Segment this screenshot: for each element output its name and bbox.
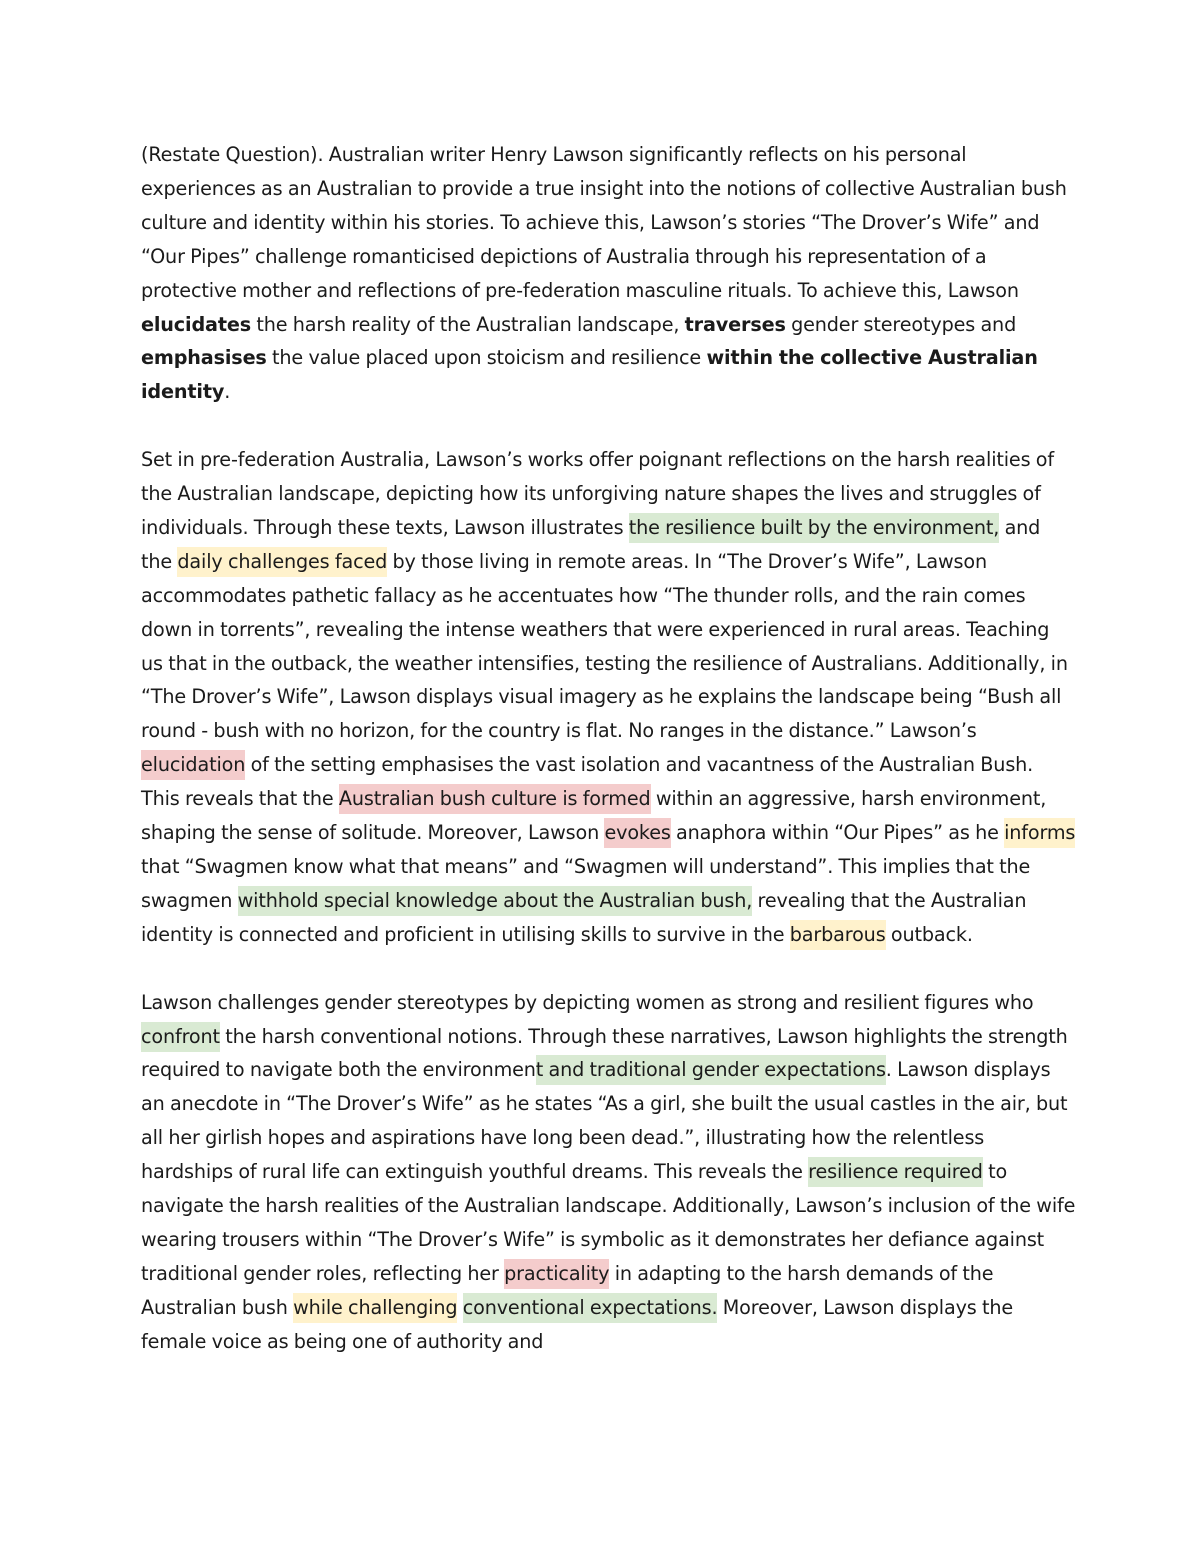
- text-segment: [457, 1296, 462, 1319]
- text-segment: and the: [141, 515, 1041, 573]
- text-segment: the harsh reality of the Australian landscape,: [251, 312, 685, 336]
- text-segment: outback.: [885, 922, 973, 946]
- text-segment: to navigate the harsh realities of the Australian landscape. Additionally, Lawson’s inclusion of the wife wearing trousers within “The Drover’s Wife” is symbolic as it demonstrates her defiance against traditional gender roles, reflecting her: [141, 1160, 1076, 1285]
- bold-text: elucidates: [141, 312, 251, 336]
- highlight-yellow: barbarous: [790, 920, 886, 950]
- highlight-green: conventional expectations.: [463, 1293, 718, 1323]
- highlight-red: evokes: [604, 818, 670, 848]
- highlight-green: resilience required: [808, 1157, 983, 1187]
- essay-paragraph: [141, 986, 1076, 1359]
- highlight-green: the resilience built by the environment,: [629, 513, 999, 543]
- highlight-green: withhold special knowledge about the Australian bush,: [238, 886, 753, 916]
- essay-paragraph: [141, 138, 1076, 409]
- bold-text: emphasises: [141, 346, 267, 370]
- highlight-red: elucidation: [141, 750, 245, 780]
- text-segment: (Restate Question). Australian writer Henry Lawson significantly reflects on his personal experiences as an Australian to provide a true insight into the notions of collective Australian bush culture and identity within his stories. To achieve this, Lawson’s stories “The Drover’s Wife” and “Our Pipes” challenge romanticised depictions of Australia through his representation of a protective mother and reflections of pre-federation masculine rituals. To achieve this, Lawson: [141, 143, 1067, 302]
- text-segment: .: [224, 380, 231, 404]
- highlight-yellow: daily challenges faced: [177, 547, 387, 577]
- text-segment: in adapting to the harsh demands of the Australian bush: [141, 1261, 994, 1319]
- text-segment: Lawson challenges gender stereotypes by depicting women as strong and resilient figures who: [141, 990, 1034, 1014]
- text-segment: of the setting emphasises the vast isolation and vacantness of the Australian Bush. This reveals that the: [141, 753, 1034, 811]
- text-segment: within an aggressive, harsh environment, shaping the sense of solitude. Moreover, Lawson: [141, 787, 1047, 845]
- text-segment: Moreover, Lawson displays the female voice as being one of authority and: [141, 1295, 1014, 1353]
- highlight-red: practicality: [504, 1259, 609, 1289]
- highlight-yellow: while challenging: [293, 1293, 457, 1323]
- highlight-green: t and traditional gender expectations: [536, 1055, 886, 1085]
- text-segment: gender stereotypes and: [785, 312, 1017, 336]
- bold-text: within the collective Australian identity: [141, 346, 1038, 404]
- text-segment: by those living in remote areas. In “The Drover’s Wife”, Lawson accommodates pathetic fallacy as he accentuates how “The thunder rolls, and the rain comes down in torrents”, revealing the intense weathers that were experienced in rural areas. Teaching us that in the outback, the weather intensifies, testing the resilience of Australians. Additionally, in “The Drover’s Wife”, Lawson displays visual imagery as he explains the landscape being “Bush all round - bush with no horizon, for the country is flat. No ranges in the distance.” Lawson’s: [141, 549, 1068, 743]
- highlight-yellow: informs: [1004, 818, 1075, 848]
- essay-paragraph: [141, 443, 1076, 952]
- text-segment: that “Swagmen know what that means” and “Swagmen will understand”. This implies that the swagmen: [141, 855, 1031, 912]
- text-segment: Set in pre-federation Australia, Lawson’s works offer poignant reflections on the harsh realities of the Australian landscape, depicting how its unforgiving nature shapes the lives and struggles of individuals. Through these texts, Lawson illustrates: [141, 448, 1054, 539]
- text-segment: revealing that the Australian identity is connected and proficient in utilising skills to survive in the: [141, 888, 1027, 946]
- text-segment: . Lawson displays an anecdote in “The Drover’s Wife” as he states “As a girl, she built the usual castles in the air, but all her girlish hopes and aspirations have long been dead.”, illustrating how the relentless hardships of rural life can extinguish youthful dreams. This reveals the: [141, 1058, 1068, 1184]
- bold-text: traverses: [684, 312, 786, 336]
- essay-body: [141, 138, 1076, 1359]
- highlight-green: confront: [141, 1022, 220, 1052]
- highlight-red: Australian bush culture is formed: [339, 784, 651, 814]
- text-segment: the harsh conventional notions. Through these narratives, Lawson highlights the strength required to navigate both the environmen: [141, 1024, 1068, 1082]
- text-segment: anaphora within “Our Pipes” as he: [670, 821, 1005, 845]
- text-segment: the value placed upon stoicism and resilience: [266, 346, 707, 370]
